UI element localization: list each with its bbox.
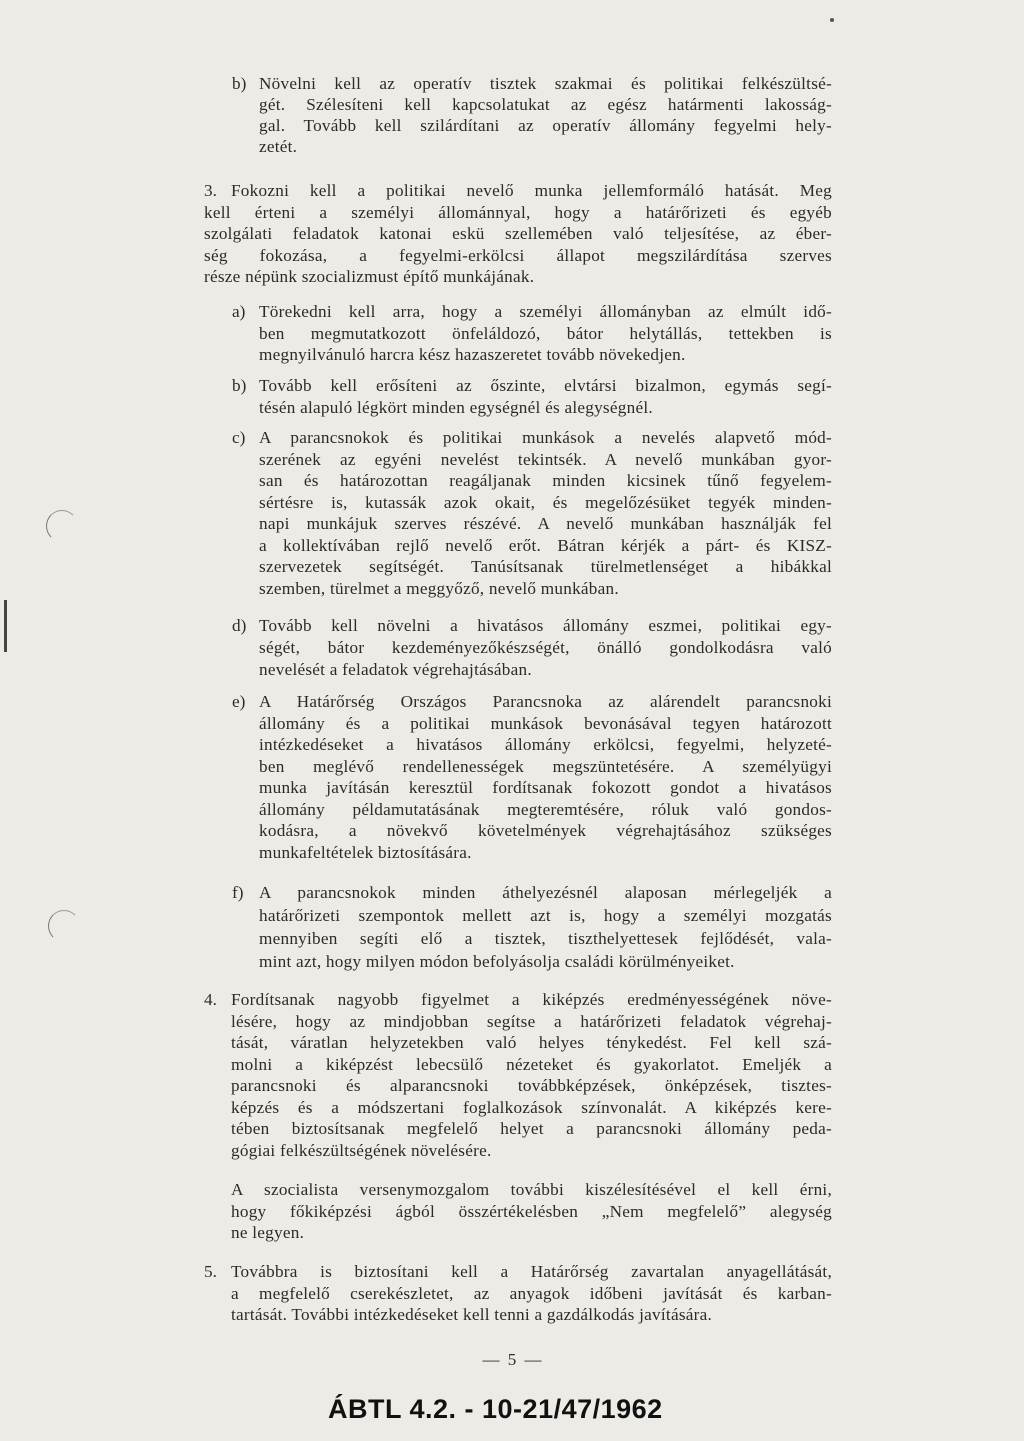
text-line: Továbbra is biztosítani kell a Határőrség zavartalan anyagellátását, — [231, 1262, 832, 1281]
text-line: parancsnoki és alparancsnoki továbbképzések, önképzések, tisztes- — [231, 1076, 832, 1095]
text-line: napi munkájuk szerves részévé. A nevelő munkában használják fel — [259, 514, 832, 533]
text-line: a megfelelő cserekészletet, az anyagok időbeni javítását és karban- — [231, 1283, 832, 1303]
text-line: sértésre is, kutassák azok okait, és megelőzésüket tegyék minden- — [259, 492, 832, 512]
text-line: A parancsnokok és politikai munkások a nevelés alapvető mód- — [259, 428, 832, 447]
text-line: kodásra, a növekvő követelmények végrehajtásához szükséges — [259, 821, 832, 840]
edge-mark — [4, 600, 7, 652]
text-line: képzés és a módszertani foglalkozások színvonalát. A kiképzés kere- — [231, 1097, 832, 1117]
text-line: nevelését a feladatok végrehajtásában. — [259, 660, 532, 679]
item-label: a) — [232, 302, 246, 321]
item-label: e) — [232, 692, 246, 711]
item-label: d) — [232, 616, 247, 635]
text-line: ne legyen. — [231, 1223, 305, 1242]
text-line: Tovább kell növelni a hivatásos állomány eszmei, politikai egy- — [259, 616, 832, 635]
item-label: b) — [232, 74, 247, 93]
text-line: A parancsnokok minden áthelyezésnél alaposan mérlegeljék a — [259, 883, 832, 902]
text-line: ség fokozása, a fegyelmi-erkölcsi állapot megszilárdítása szerves — [204, 245, 832, 265]
text-line: tében biztosítsanak megfelelő helyet a parancsnoki állomány peda- — [231, 1119, 832, 1138]
text-line: állomány példamutatásának megteremtésére, róluk való gondos- — [259, 799, 832, 819]
text-line: molni a kiképzést lebecsülő nézeteket és gyakorlatot. Emeljék a — [231, 1054, 832, 1074]
text-line: gét. Szélesíteni kell kapcsolatukat az egész határmenti lakosság- — [259, 95, 832, 114]
text-line: mennyiben segíti elő a tisztek, tiszthelyettesek fejlődését, vala- — [259, 929, 832, 948]
item-label: 3. — [204, 181, 217, 200]
text-line: Tovább kell erősíteni az őszinte, elvtársi bizalmon, egymás segí- — [259, 376, 832, 395]
text-line: tésén alapuló légkört minden egységnél és alegységnél. — [259, 398, 653, 417]
text-line: ségét, bátor kezdeményezőkészségét, önálló gondolkodásra való — [259, 638, 832, 657]
text-line: munkafeltételek biztosítására. — [259, 842, 472, 862]
text-line: szemben, türelmet a meggyőző, nevelő munkában. — [259, 578, 619, 598]
item-label: c) — [232, 428, 246, 447]
text-line: intézkedéseket a hivatásos állomány erkölcsi, fegyelmi, helyzeté- — [259, 735, 832, 754]
archive-stamp: ÁBTL 4.2. - 10-21/47/1962 — [328, 1394, 663, 1424]
text-line: A Határőrség Országos Parancsnoka az alárendelt parancsnoki — [259, 692, 832, 711]
text-line: határőrizeti szempontok mellett azt is, hogy a személyi mozgatás — [259, 906, 832, 925]
text-line: zetét. — [259, 137, 298, 156]
text-line: Fokozni kell a politikai nevelő munka jellemformáló hatását. Meg — [231, 181, 832, 200]
text-line: gógiai felkészültségének növelésére. — [231, 1140, 492, 1160]
item-label: 4. — [204, 990, 217, 1009]
text-line: ben megmutatkozott önfeláldozó, bátor helytállás, tettekben is — [259, 323, 832, 343]
text-line: tását, váratlan helyzetekben való helyes ténykedést. Fel kell szá- — [231, 1033, 832, 1052]
text-line: A szocialista versenymozgalom további kiszélesítésével el kell érni, — [231, 1180, 832, 1199]
item-label: 5. — [204, 1262, 217, 1281]
text-line: ben meglévő rendellenességek megszüntetésére. A személyügyi — [259, 756, 832, 776]
text-line: san és határozottan reagáljanak minden kicsinek tűnő fegyelem- — [259, 471, 832, 490]
text-line: hogy főkiképzési ágból összértékelésben „Nem megfelelő” alegység — [231, 1201, 832, 1221]
text-line: Fordítsanak nagyobb figyelmet a kiképzés eredményességének növe- — [231, 990, 832, 1009]
text-line: szerének az egyéni nevelést tekintsék. A nevelő munkában gyor- — [259, 449, 832, 469]
text-line: munka javításán keresztül fordítsanak fokozott gondot a hivatásos — [259, 778, 832, 797]
text-line: szervezetek segítségét. Tanúsítsanak türelmetlenséget a hibákkal — [259, 557, 832, 576]
text-line: tartását. További intézkedéseket kell tenni a gazdálkodás javítására. — [231, 1305, 713, 1324]
text-line: szolgálati feladatok katonai eskü szellemében való teljesítése, az éber- — [204, 224, 832, 243]
text-line: mint azt, hogy milyen módon befolyásolja családi körülményeiket. — [259, 952, 735, 971]
text-line: állomány és a politikai munkások bevonásával tegyen határozott — [259, 713, 832, 733]
text-line: része népünk szocializmust építő munkájának. — [204, 267, 535, 286]
punch-hole — [46, 510, 78, 542]
item-label: b) — [232, 376, 247, 395]
punch-hole — [48, 910, 80, 942]
page-number: — 5 — — [482, 1350, 544, 1369]
speck — [830, 18, 834, 22]
text-line: gal. Tovább kell szilárdítani az operatív állomány fegyelmi hely- — [259, 116, 832, 135]
text-line: kell érteni a személyi állománnyal, hogy a határőrizeti és egyéb — [204, 202, 832, 222]
text-line: megnyilvánuló harcra kész hazaszeretet tovább növekedjen. — [259, 345, 686, 364]
text-line: Törekedni kell arra, hogy a személyi állományban az elmúlt idő- — [259, 302, 832, 321]
text-line: Növelni kell az operatív tisztek szakmai és politikai felkészültsé- — [259, 74, 832, 93]
text-line: lésére, hogy az mindjobban segítse a határőrizeti feladatok végrehaj- — [231, 1011, 832, 1031]
text-line: a kollektívában rejlő nevelő erőt. Bátran kérjék a párt- és KISZ- — [259, 535, 832, 555]
item-label: f) — [232, 883, 244, 902]
